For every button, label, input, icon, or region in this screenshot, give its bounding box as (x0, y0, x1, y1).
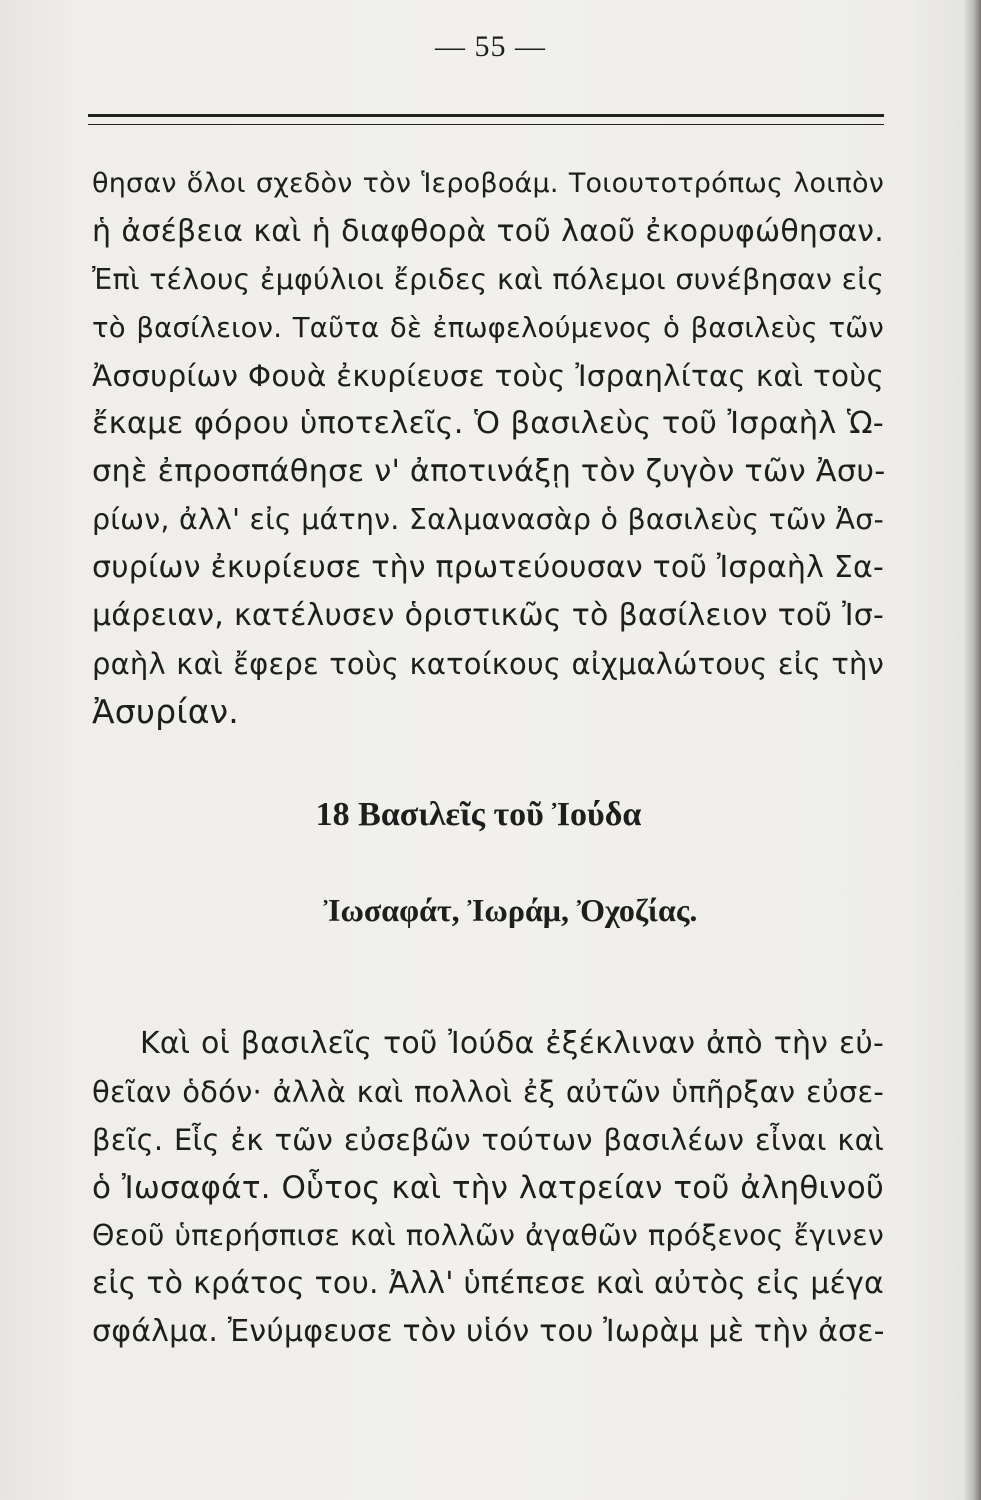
text-line: τὸ βασίλειον. Ταῦτα δὲ ἐπωφελούμενος ὁ βασιλεὺς τῶν (92, 312, 884, 344)
text-line: σφάλμα. Ἐνύμφευσε τὸν υἱόν του Ἰωρὰμ μὲ τὴν ἀσε- (92, 1314, 885, 1349)
text-line: θησαν ὅλοι σχεδὸν τὸν Ἱεροβοάμ. Τοιουτοτρόπως λοιπὸν (92, 168, 884, 199)
text-line: ραὴλ καὶ ἔφερε τοὺς κατοίκους αἰχμαλώτους εἰς τὴν (92, 647, 884, 681)
text-line: Ἀσσυρίων Φουὰ ἐκυρίευσε τοὺς Ἰσραηλίτας καὶ τοὺς (92, 359, 884, 393)
text-line: συρίων ἐκυρίευσε τὴν πρωτεύουσαν τοῦ Ἰσραὴλ Σα- (92, 550, 884, 585)
text-line-indent: Καὶ οἱ βασιλεῖς τοῦ Ἰούδα ἐξέκλιναν ἀπὸ τὴν εὐ- (140, 1026, 884, 1061)
text-line: ρίων, ἀλλ' εἰς μάτην. Σαλμανασὰρ ὁ βασιλεὺς τῶν Ἀσ- (92, 503, 884, 536)
text-line: θεῖαν ὁδόν· ἀλλὰ καὶ πολλοὶ ἐξ αὐτῶν ὑπῆρξαν εὐσε- (92, 1075, 884, 1109)
text-line: σηὲ ἐπροσπάθησε ν' ἀποτινάξῃ τὸν ζυγὸν τῶν Ἀσυ- (92, 454, 886, 489)
text-line: βεῖς. Εἷς ἐκ τῶν εὐσεβῶν τούτων βασιλέων εἶναι καὶ (92, 1123, 884, 1157)
header-rule-thin (88, 124, 884, 125)
section-subheading: Ἰωσαφάτ, Ἰωράμ, Ὀχοζίας. (323, 892, 698, 928)
page-number: — 55 — (435, 30, 546, 63)
text-line: ἔκαμε φόρου ὑποτελεῖς. Ὁ βασιλεὺς τοῦ Ἰσραὴλ Ὡ- (92, 406, 884, 441)
text-line: ὁ Ἰωσαφάτ. Οὗτος καὶ τὴν λατρείαν τοῦ ἀληθινοῦ (92, 1170, 884, 1206)
text-line: Θεοῦ ὑπερήσπισε καὶ πολλῶν ἀγαθῶν πρόξενος ἔγινεν (92, 1219, 884, 1252)
text-line: Ἐπὶ τέλους ἐμφύλιοι ἔριδες καὶ πόλεμοι συνέβησαν εἰς (92, 263, 884, 296)
text-line: μάρειαν, κατέλυσεν ὁριστικῶς τὸ βασίλειον τοῦ Ἰσ- (92, 598, 884, 633)
text-line-last: Ἀσυρίαν. (92, 692, 239, 731)
text-line: ἡ ἀσέβεια καὶ ἡ διαφθορὰ τοῦ λαοῦ ἐκορυφώθησαν. (92, 214, 884, 249)
page-edge-shadow (963, 0, 981, 1500)
header-rule-thick (88, 114, 884, 117)
section-heading: 18 Βασιλεῖς τοῦ Ἰούδα (315, 796, 642, 833)
text-line: εἰς τὸ κράτος του. Ἀλλ' ὑπέπεσε καὶ αὐτὸς εἰς μέγα (92, 1266, 884, 1301)
